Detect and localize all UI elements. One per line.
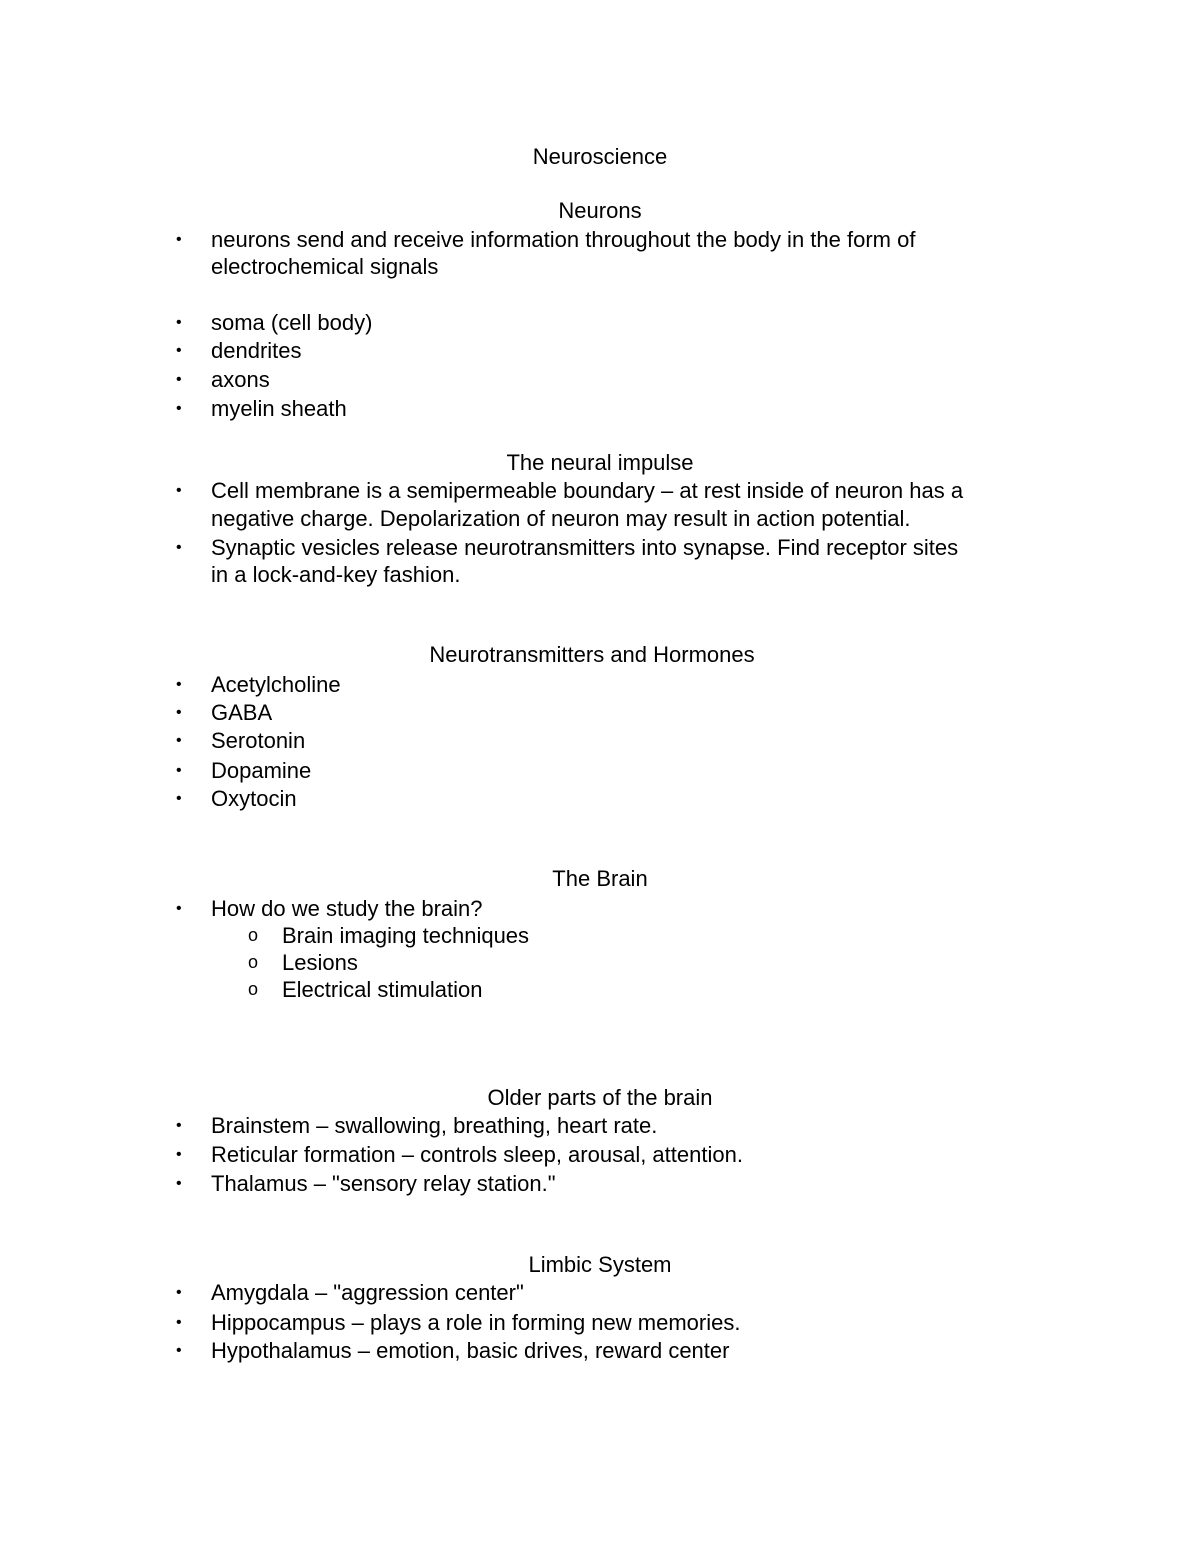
list-item-line: myelin sheath — [211, 396, 347, 421]
list-item-line: Serotonin — [211, 728, 306, 753]
bullet-icon: • — [176, 1175, 182, 1192]
bullet-icon: • — [176, 704, 182, 721]
sub-bullet-icon: o — [248, 952, 259, 972]
list-item-line: Acetylcholine — [211, 672, 341, 697]
list-item-line: How do we study the brain? — [211, 896, 483, 921]
list-item-line: soma (cell body) — [211, 310, 373, 335]
bullet-icon: • — [176, 900, 182, 917]
bullet-icon: • — [176, 482, 182, 499]
bullet-icon: • — [176, 676, 182, 693]
list-item-line: Reticular formation – controls sleep, arousal, attention. — [211, 1142, 743, 1167]
list-item-line: electrochemical signals — [211, 254, 439, 279]
list-item-line: Brainstem – swallowing, breathing, heart rate. — [211, 1113, 658, 1138]
bullet-icon: • — [176, 371, 182, 388]
list-item-line: Hippocampus – plays a role in forming new memories. — [211, 1310, 741, 1335]
bullet-icon: • — [176, 762, 182, 779]
sub-bullet-icon: o — [248, 979, 259, 999]
bullet-icon: • — [176, 314, 182, 331]
list-item-line: Oxytocin — [211, 786, 297, 811]
bullet-icon: • — [176, 1146, 182, 1163]
list-item-line: axons — [211, 367, 270, 392]
bullet-icon: • — [176, 342, 182, 359]
bullet-icon: • — [176, 231, 182, 248]
sub-list-item: Electrical stimulation — [282, 977, 483, 1002]
bullet-icon: • — [176, 1284, 182, 1301]
list-item-line: negative charge. Depolarization of neuron may result in action potential. — [211, 506, 911, 531]
section-heading-neurotransmitters: Neurotransmitters and Hormones — [429, 642, 755, 667]
list-item-line: Amygdala – "aggression center" — [211, 1280, 524, 1305]
list-item-line: Synaptic vesicles release neurotransmitters into synapse. Find receptor sites — [211, 535, 959, 560]
section-heading-limbic-system: Limbic System — [528, 1252, 672, 1277]
list-item-line: in a lock-and-key fashion. — [211, 562, 461, 587]
section-heading-neurons: Neurons — [558, 198, 642, 223]
list-item-line: Thalamus – "sensory relay station." — [211, 1171, 556, 1196]
list-item-line: dendrites — [211, 338, 302, 363]
list-item-line: Cell membrane is a semipermeable boundary – at rest inside of neuron has a — [211, 478, 964, 503]
list-item-line: Hypothalamus – emotion, basic drives, reward center — [211, 1338, 730, 1363]
bullet-icon: • — [176, 790, 182, 807]
list-item-line: Dopamine — [211, 758, 312, 783]
list-item-line: GABA — [211, 700, 273, 725]
section-heading-older-parts: Older parts of the brain — [487, 1085, 713, 1110]
bullet-icon: • — [176, 1117, 182, 1134]
sub-bullet-icon: o — [248, 925, 259, 945]
bullet-icon: • — [176, 539, 182, 556]
bullet-icon: • — [176, 400, 182, 417]
sub-list-item: Lesions — [282, 950, 358, 975]
sub-list-item: Brain imaging techniques — [282, 923, 530, 948]
list-item-line: neurons send and receive information throughout the body in the form of — [211, 227, 916, 252]
bullet-icon: • — [176, 1314, 182, 1331]
page-title: Neuroscience — [532, 144, 668, 169]
bullet-icon: • — [176, 732, 182, 749]
section-heading-neural-impulse: The neural impulse — [506, 450, 694, 475]
section-heading-the-brain: The Brain — [552, 866, 648, 891]
bullet-icon: • — [176, 1342, 182, 1359]
